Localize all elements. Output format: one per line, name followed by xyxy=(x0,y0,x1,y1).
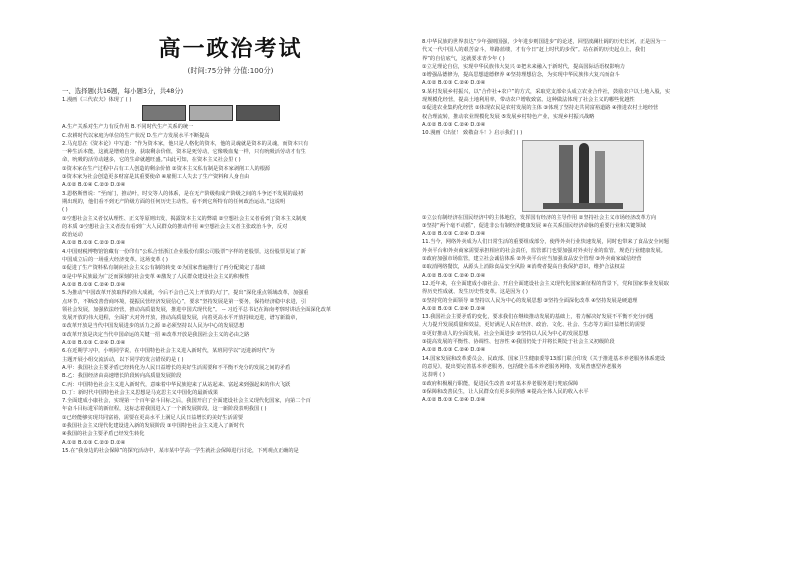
question-line: ①政府加强市场监管，建立社会诚信体系 ②外卖平台应当加强食品安全管理 ③外卖商家诚信经营 xyxy=(422,256,642,263)
question-line: 界”的自信底气，这就要求青少年 ( ) xyxy=(422,55,505,62)
question-line: 5.为推动“中国改革开放取得的伟大成就，今后不会自己关上开放的大门”，提出“深化重点领域改革，加强重 xyxy=(62,290,309,297)
right-question-text xyxy=(422,38,762,404)
question-line: A.①② B.①③ C.②④ D.③④ xyxy=(62,281,126,288)
question-line: A.①② B.①③ C.②④ D.③④ xyxy=(422,121,486,128)
question-line: 发展开放的伟大进程，全面扩大对外开放，推动高质量发展，向着更高水平开放持续迈进，谱写新篇章， xyxy=(62,315,301,322)
question-line: ①促进了生产资料私有制向社会主义公有制的转变 ②为国家普遍推行了再分配奠定了基础 xyxy=(62,265,265,272)
question-line: D.丁：新时代中国特色社会主义思想是马克思主义中国化的最新成果 xyxy=(62,389,219,396)
question-line: ①坚持党的全面领导 ②坚持以人民为中心的发展思想 ③坚持全面深化改革 ④坚持发展是硬道理 xyxy=(422,297,638,304)
cartoon-panel xyxy=(236,105,280,121)
question-line: 年奋斗目标进军的新征程，这标志着我国进入了一个新发展阶段。这一新阶段表明我国 ( ) xyxy=(62,406,267,413)
question-line: 期出现的，他们看不到无产阶级方面的任何历史主动性。看不到它所特有的任何政治运动。”这说明 xyxy=(62,198,286,205)
question-line: ①已经能够实现共同富裕，需要在更高水平上满足人民日益增长的美好生活需要 xyxy=(62,414,244,421)
question-line: 1.漫画《三代农夫》体现了 ( ) xyxy=(62,97,132,103)
question-line: ①空想社会主义者仅从理性、正义等原则出发，揭露资本主义的弊端 ②空想社会主义者看到了资本主义制度 xyxy=(62,215,307,222)
question-line: 8.中华民族的世界表达“少年强则国强，少年进步则国进步”的论述，回望波澜壮阔的历史长河，正是因为一 xyxy=(422,39,666,45)
question-line: 9.某村发展乡村振兴，以“合作社+农户”的方式，采取党支部牵头成立农业合作社，鼓励农户以土地入股，实 xyxy=(422,88,671,95)
question-line: ①改革开放是当代中国发展进步的活力之源 ②必须坚持以人民为中心的发展思想 xyxy=(62,323,245,330)
question-line: 命，吮吸的活劳动越多，它的生命就越旺盛。”由此可知，在资本主义社会里 ( ) xyxy=(62,157,241,164)
question-line: A.甲：我国社会主要矛盾已经转化为人民日益增长的美好生活需要和不平衡不充分的发展之间的矛盾 xyxy=(62,364,291,371)
question-line: B.乙：我国经济由高速增长阶段转向高质量发展阶段 xyxy=(62,373,182,380)
question-line: 6.在近期学习中，小明同学说，在中国特色社会主义进入新时代，某班同学以“迈进新时代”为 xyxy=(62,348,275,355)
question-line: 政治运动 xyxy=(62,232,83,239)
question-line: A.①② B.①③ C.②④ D.③④ xyxy=(422,231,486,238)
section-heading: 一、选择题(共16题，每小题3分，共48分) xyxy=(62,87,184,95)
question-line: 的意见》，提出要完善基本养老服务，包括健全基本养老服务网络，发展普惠型养老服务 xyxy=(422,363,622,370)
rocket-body xyxy=(579,143,589,205)
question-line: ①资本家在生产过程中占有工人创造的剩余价值 ②资本主义私有制是资本家剥削工人的根源 xyxy=(62,165,271,172)
question-line: 这表明 ( ) xyxy=(422,372,445,379)
question-line: 点环节，不断改善营商环境，提振民营经济发展信心”，要求“坚持发展是第一要务，保持经济稳中求进，引 xyxy=(62,298,307,305)
question-line: ③保障和改善民生，让人民群众有更多获得感 ④提高全体人民的收入水平 xyxy=(422,388,589,395)
question-line: ①立公有制经济在国民经济中的主体地位，发挥国有经济的主导作用 ②坚持社会主义市场经济改革方向 xyxy=(422,214,657,221)
left-column xyxy=(58,0,403,561)
question-line: 主题开展小组交流活动，以下同学的发言错误的是 ( ) xyxy=(62,356,184,363)
question-line: A.①② B.①③ C.②③ D.②④ xyxy=(62,439,126,446)
cartoon-panel xyxy=(189,105,233,121)
question-line: ④我国的社会主要矛盾已经发生转化 xyxy=(62,431,145,438)
question-line: A.①② B.①③ C.②④ D.③④ xyxy=(422,347,486,354)
right-column xyxy=(418,0,763,561)
question-line: 代又一代中国人的艰苦奋斗，筚路蓝缕，才有今日“赶上时代的步伐”。站在新的历史起点上，我们 xyxy=(422,47,646,54)
question-line: A.①② B.①③ C.②③ D.③④ xyxy=(62,240,126,247)
question-line: 中国成立后的一场重大经济变革。这场变革 ( ) xyxy=(62,257,168,264)
question-line: ②取消网络餐饮，从源头上消除食品安全风险 ④消费者提高自我保护意识，维护合法权益 xyxy=(422,264,625,271)
question-line: 4.中国财税博物馆馆藏有一份印有“公私合营浙江企业股份有限公司股票”字样的老股票，这份股票见证了新 xyxy=(62,248,306,255)
question-line: ①立足理论自信，实现中华民族伟大复兴 ②把未来融入于新时代，提高国际话语权影响力 xyxy=(422,63,625,70)
three-generation-farmers-cartoon xyxy=(62,105,402,121)
question-line: 的本质 ③空想社会主义者没有看到广大人民群众的推动作用 ④空想社会主义者主张政治斗争，反对 xyxy=(62,223,288,230)
question-line: 得历史性成就、发生历史性变革。这是因为 ( ) xyxy=(422,289,528,296)
question-line: A.①② B.①③ C.②④ D.③④ xyxy=(62,340,126,347)
question-line: ①更好推动人的全面发展、社会全面进步 ②坚持以人民为中心的发展思想 xyxy=(422,330,589,337)
question-line: 13.我国社会主要矛盾的变化，要求我们在继续推动发展的基础上，着力解决好发展不平衡不充分问题 xyxy=(422,314,654,321)
question-line: 现规模化经营，提高土地利用率，带动农户增收致富。这种做法体现了社会主义的哪些优越性 xyxy=(422,97,635,104)
question-line: ③资本家为社会创造更多财富是其重要使命 ④雇佣工人失去了生产资料和人身自由 xyxy=(62,174,250,181)
question-line: 一种生活本能，这就是增殖自身，获取剩余价值，资本是死劳动，它像吸血鬼一样，只有吮吸活劳动才有生 xyxy=(62,149,306,156)
question-line: ①促进农业集约化经营 ②体现农民是农村发展的主体 ③体现了坚持走共同富裕道路 ④推进农村土地经营 xyxy=(422,105,659,112)
question-line: 2.马克思在《资本论》中写道：“作为资本家，他只是人格化的资本，他的灵魂就是资本的灵魂，而资本只有 xyxy=(62,140,309,147)
question-line: 15.在“我身边的社会保障”的探究活动中，某市某中学高一学生就社会保障进行讨论，下列观点正确的是 xyxy=(62,447,299,454)
question-line: ③增强品德修为，提高思想道德修养 ④坚持理想信念，为实现中华民族伟大复兴而奋斗 xyxy=(422,72,620,79)
question-line: ( ) xyxy=(62,207,68,214)
rocket-launch-cartoon xyxy=(522,140,644,212)
question-line: 3.恩格斯曾说：“至而门，推动叶，时交等人的体系，是在无产阶级构成产阶级之间的斗争还不发展的最初 xyxy=(62,190,304,197)
question-line: 12.近年来，在全面建成小康社会、开启全面建设社会主义现代化国家新征程的背景下，党和国家事业发展取 xyxy=(422,280,669,287)
rocket-tower2 xyxy=(595,151,605,205)
question-line: ③是中华民族最为广泛而深刻的社会变革 ④激发了人民群众建设社会主义的积极性 xyxy=(62,273,250,280)
question-line: A.①② B.①③ C.②④ D.③④ xyxy=(422,397,486,404)
question-line: ③提高发展的平衡性、协调性、包容性 ④我国仍处于并将长期处于社会主义初级阶段 xyxy=(422,339,615,346)
page-title: 高一政治考试 xyxy=(158,36,303,62)
question-line: 领社会发展，加强依法经营，推动高质量发展，推进中国式现代化”。 -- 习近平总书记在海南考察时讲话全面深化改革 xyxy=(62,306,332,313)
question-line: 大力提升发展质量和效益，更好满足人民在经济、政治、文化、社会、生态等方面日益增长的需要 xyxy=(422,322,646,329)
question-line: A.①② B.①③ C.②④ D.③④ xyxy=(422,80,486,87)
left-question-text xyxy=(62,96,402,455)
question-line: 10.漫画《出征！ 致敬奋斗！》启示我们 ( ) xyxy=(422,130,523,137)
question-line: 14.国家发展和改革委员会、民政部、国家卫生健康委等13部门联合印发《关于推进基本养老服务体系建设 xyxy=(422,355,666,362)
question-line: A.①② B.①④ C.②③ D.③④ xyxy=(62,182,126,189)
question-line: ③改革开放是决定当代中国命运的关键一招 ④改革开放是我国社会主义的必由之路 xyxy=(62,331,250,338)
exam-info: (时间:75分钟 分值:100分) xyxy=(187,66,274,75)
question-line: 权合理流转，推动农业规模化发展 ⑤发展乡村特色产业，实现乡村振兴战略 xyxy=(422,113,595,120)
question-line: A.生产关系对生产力有反作用 B.不同时代生产关系的统一 xyxy=(62,124,194,131)
cartoon-panel xyxy=(142,105,186,121)
question-line: 外卖平台和外卖商家需要承担相应的社会责任，监管部门也要加强对外卖行业的监管，规范行业健康发展。 xyxy=(422,247,666,254)
rocket-base xyxy=(543,203,623,209)
question-line: C.丙：中国特色社会主义进入新时代，意味着中华民族迎来了从站起来、富起来到强起来的伟大飞跃 xyxy=(62,381,291,388)
question-line: ③坚持“两个毫不动摇”，促进非公有制经济健康发展 ④在关系国民经济命脉的重要行业和关键领域 xyxy=(422,222,646,229)
question-line: ②我国社会主义现代化建设进入新的发展阶段 ③中国特色社会主义进入了新时代 xyxy=(62,422,245,429)
question-line: A.①② B.①③ C.②④ D.③④ xyxy=(422,305,486,312)
question-line: ①政府积极履行职能，促进民生改善 ②对基本养老服务进行兜底保障 xyxy=(422,380,579,387)
rocket-tower xyxy=(559,145,573,205)
question-line: 7.全面建成小康社会，实现第一个百年奋斗目标之后，我国开启了全面建设社会主义现代化国家，向第二个百 xyxy=(62,398,311,405)
question-line: A.①② B.①③ C.②④ D.③④ xyxy=(422,272,486,279)
question-line: C.农耕时代以家庭为单位的生产状况 D.生产力发展水平不断提高 xyxy=(62,132,210,139)
question-line: 11.当今，网络外卖成为人们日常生活的重要组成部分，使得外卖行业快速发展，同时也带来了食品安全问题 xyxy=(422,239,669,246)
